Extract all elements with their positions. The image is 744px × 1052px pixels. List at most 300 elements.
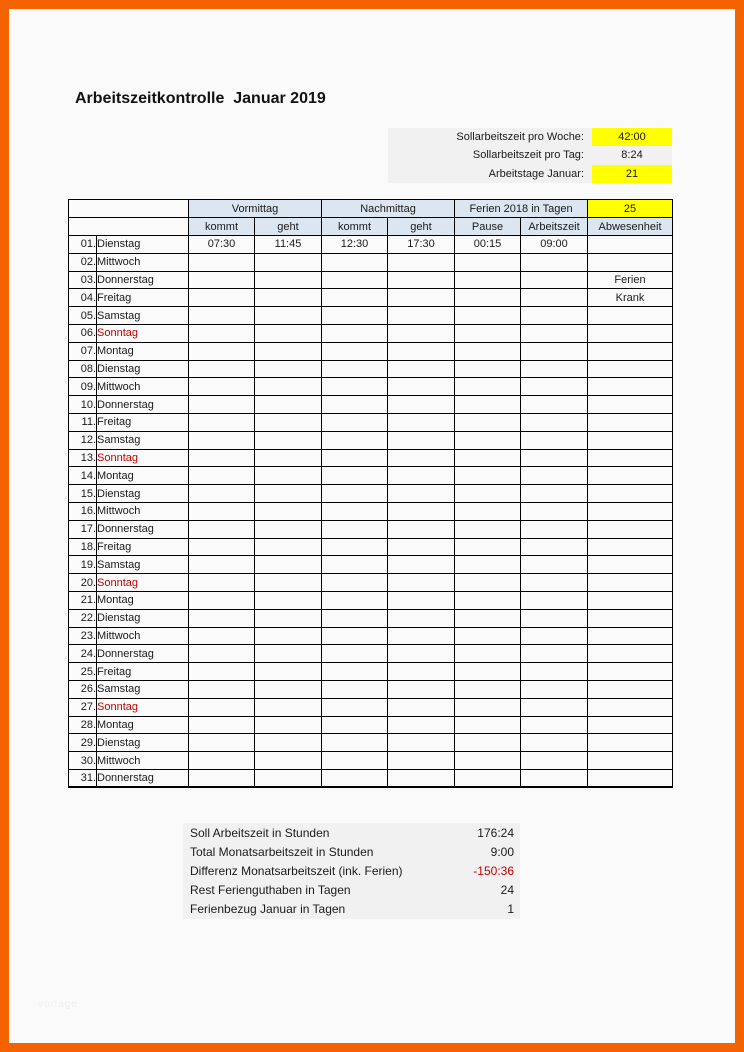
pause-cell[interactable] <box>455 467 521 485</box>
rest-ferienguthaben-label: Rest Ferienguthaben in Tagen <box>190 883 351 898</box>
nachmittag-kommt-cell[interactable] <box>322 680 388 698</box>
day-name-cell: Donnerstag <box>97 769 189 787</box>
nachmittag-geht-cell[interactable] <box>388 449 455 467</box>
table-row <box>69 413 673 431</box>
abwesenheit-cell[interactable] <box>588 307 673 325</box>
nachmittag-geht-cell[interactable] <box>388 538 455 556</box>
pause-cell[interactable] <box>455 769 521 787</box>
abwesenheit-cell[interactable] <box>588 324 673 342</box>
nachmittag-kommt-cell[interactable] <box>322 609 388 627</box>
abwesenheit-cell[interactable] <box>588 431 673 449</box>
vormittag-kommt-cell[interactable] <box>189 449 255 467</box>
nachmittag-kommt-cell[interactable] <box>322 271 388 289</box>
vormittag-kommt-cell[interactable] <box>189 431 255 449</box>
day-number-cell: 09. <box>69 378 97 396</box>
arbeitszeit-cell <box>521 769 588 787</box>
vormittag-geht-cell[interactable] <box>255 752 322 770</box>
summary-row <box>183 823 520 842</box>
day-number-cell: 22. <box>69 609 97 627</box>
arbeitszeit-cell <box>521 360 588 378</box>
abwesenheit-cell[interactable] <box>588 378 673 396</box>
group-header-row <box>69 200 673 218</box>
vormittag-geht-cell[interactable] <box>255 591 322 609</box>
table-row <box>69 627 673 645</box>
arbeitszeit-cell <box>521 680 588 698</box>
pause-cell[interactable] <box>455 680 521 698</box>
pause-cell[interactable] <box>455 663 521 681</box>
nachmittag-geht-cell[interactable]: 17:30 <box>388 236 455 254</box>
abwesenheit-cell[interactable] <box>588 698 673 716</box>
target-day-row <box>388 146 672 164</box>
abwesenheit-cell[interactable] <box>588 716 673 734</box>
vormittag-geht-cell[interactable] <box>255 574 322 592</box>
vormittag-geht-cell[interactable] <box>255 538 322 556</box>
vormittag-kommt-cell[interactable] <box>189 253 255 271</box>
table-row <box>69 538 673 556</box>
summary-row <box>183 881 520 900</box>
arbeitszeit-cell <box>521 574 588 592</box>
abwesenheit-cell[interactable] <box>588 556 673 574</box>
nachmittag-kommt-cell[interactable] <box>322 698 388 716</box>
col-header-arbeitszeit: Arbeitszeit <box>521 218 588 236</box>
day-number-cell: 23. <box>69 627 97 645</box>
day-number-cell: 15. <box>69 485 97 503</box>
nachmittag-geht-cell[interactable] <box>388 663 455 681</box>
nachmittag-kommt-cell[interactable] <box>322 716 388 734</box>
pause-cell[interactable]: 00:15 <box>455 236 521 254</box>
arbeitszeit-cell <box>521 609 588 627</box>
differenz-label: Differenz Monatsarbeitszeit (ink. Ferien) <box>190 864 403 878</box>
pause-cell[interactable] <box>455 538 521 556</box>
vormittag-kommt-cell[interactable] <box>189 769 255 787</box>
nachmittag-geht-cell[interactable] <box>388 271 455 289</box>
pause-cell[interactable] <box>455 502 521 520</box>
nachmittag-kommt-cell[interactable] <box>322 520 388 538</box>
arbeitszeit-cell <box>521 289 588 307</box>
abwesenheit-cell[interactable] <box>588 680 673 698</box>
nachmittag-kommt-cell[interactable] <box>322 413 388 431</box>
nachmittag-kommt-cell[interactable] <box>322 502 388 520</box>
nachmittag-kommt-cell[interactable] <box>322 396 388 414</box>
col-header-vormittag-geht: geht <box>255 218 322 236</box>
arbeitszeit-cell <box>521 502 588 520</box>
col-header-nachmittag-geht: geht <box>388 218 455 236</box>
nachmittag-geht-cell[interactable] <box>388 396 455 414</box>
nachmittag-geht-cell[interactable] <box>388 769 455 787</box>
vormittag-geht-cell[interactable] <box>255 698 322 716</box>
vormittag-kommt-cell[interactable] <box>189 520 255 538</box>
vormittag-kommt-cell[interactable] <box>189 591 255 609</box>
vormittag-geht-cell[interactable] <box>255 253 322 271</box>
arbeitszeit-cell <box>521 413 588 431</box>
vormittag-geht-cell[interactable]: 11:45 <box>255 236 322 254</box>
day-number-cell: 27. <box>69 698 97 716</box>
table-row <box>69 734 673 752</box>
vormittag-geht-cell[interactable] <box>255 431 322 449</box>
vormittag-kommt-cell[interactable] <box>189 680 255 698</box>
arbeitszeit-cell <box>521 663 588 681</box>
vormittag-kommt-cell[interactable] <box>189 289 255 307</box>
pause-cell[interactable] <box>455 645 521 663</box>
table-row <box>69 253 673 271</box>
arbeitszeit-cell <box>521 734 588 752</box>
vormittag-kommt-cell[interactable] <box>189 716 255 734</box>
day-number-cell: 05. <box>69 307 97 325</box>
nachmittag-kommt-cell[interactable] <box>322 485 388 503</box>
vormittag-geht-cell[interactable] <box>255 627 322 645</box>
pause-cell[interactable] <box>455 698 521 716</box>
page-title: Arbeitszeitkontrolle Januar 2019 <box>75 90 326 107</box>
pause-cell[interactable] <box>455 627 521 645</box>
abwesenheit-cell[interactable] <box>588 485 673 503</box>
table-row <box>69 324 673 342</box>
arbeitszeit-cell <box>521 378 588 396</box>
pause-cell[interactable] <box>455 574 521 592</box>
nachmittag-geht-cell[interactable] <box>388 431 455 449</box>
table-row <box>69 663 673 681</box>
ferien-2018-value-cell[interactable]: 25 <box>588 200 673 218</box>
day-name-cell: Sonntag <box>97 574 189 592</box>
vormittag-kommt-cell[interactable]: 07:30 <box>189 236 255 254</box>
workdays-label: Arbeitstage Januar: <box>488 167 584 180</box>
day-name-cell: Freitag <box>97 413 189 431</box>
vormittag-geht-cell[interactable] <box>255 520 322 538</box>
abwesenheit-cell[interactable] <box>588 645 673 663</box>
table-row <box>69 271 673 289</box>
nachmittag-geht-cell[interactable] <box>388 574 455 592</box>
nachmittag-kommt-cell[interactable] <box>322 307 388 325</box>
pause-cell[interactable] <box>455 556 521 574</box>
day-number-cell: 08. <box>69 360 97 378</box>
total-monatsarbeitszeit-label: Total Monatsarbeitszeit in Stunden <box>190 844 374 859</box>
vormittag-kommt-cell[interactable] <box>189 698 255 716</box>
nachmittag-kommt-cell[interactable] <box>322 449 388 467</box>
pause-cell[interactable] <box>455 378 521 396</box>
watermark-text: vorlage <box>38 999 78 1010</box>
vormittag-kommt-cell[interactable] <box>189 360 255 378</box>
nachmittag-kommt-cell[interactable] <box>322 342 388 360</box>
pause-cell[interactable] <box>455 307 521 325</box>
nachmittag-kommt-cell[interactable] <box>322 360 388 378</box>
table-row <box>69 645 673 663</box>
abwesenheit-cell[interactable] <box>588 520 673 538</box>
nachmittag-geht-cell[interactable] <box>388 520 455 538</box>
table-row <box>69 378 673 396</box>
nachmittag-geht-cell[interactable] <box>388 752 455 770</box>
day-name-cell: Sonntag <box>97 698 189 716</box>
day-name-cell: Freitag <box>97 538 189 556</box>
vormittag-kommt-cell[interactable] <box>189 271 255 289</box>
nachmittag-geht-cell[interactable] <box>388 360 455 378</box>
day-name-cell: Dienstag <box>97 485 189 503</box>
vormittag-kommt-cell[interactable] <box>189 485 255 503</box>
abwesenheit-cell[interactable] <box>588 253 673 271</box>
abwesenheit-cell[interactable] <box>588 236 673 254</box>
nachmittag-geht-cell[interactable] <box>388 324 455 342</box>
day-number-cell: 16. <box>69 502 97 520</box>
nachmittag-geht-cell[interactable] <box>388 609 455 627</box>
day-number-cell: 31. <box>69 769 97 787</box>
summary-row <box>183 842 520 861</box>
day-name-cell: Freitag <box>97 289 189 307</box>
nachmittag-kommt-cell[interactable] <box>322 752 388 770</box>
ferien-2018-label-cell: Ferien 2018 in Tagen <box>455 200 588 218</box>
nachmittag-kommt-cell[interactable] <box>322 591 388 609</box>
pause-cell[interactable] <box>455 431 521 449</box>
pause-cell[interactable] <box>455 591 521 609</box>
vormittag-kommt-cell[interactable] <box>189 734 255 752</box>
nachmittag-geht-cell[interactable] <box>388 502 455 520</box>
day-name-cell: Mittwoch <box>97 502 189 520</box>
day-name-cell: Donnerstag <box>97 396 189 414</box>
vormittag-kommt-cell[interactable] <box>189 502 255 520</box>
vormittag-geht-cell[interactable] <box>255 449 322 467</box>
nachmittag-geht-cell[interactable] <box>388 378 455 396</box>
table-row <box>69 591 673 609</box>
nachmittag-kommt-cell[interactable] <box>322 627 388 645</box>
abwesenheit-cell[interactable] <box>588 574 673 592</box>
arbeitszeit-cell <box>521 698 588 716</box>
vormittag-kommt-cell[interactable] <box>189 378 255 396</box>
nachmittag-geht-cell[interactable] <box>388 289 455 307</box>
vormittag-geht-cell[interactable] <box>255 378 322 396</box>
vormittag-geht-cell[interactable] <box>255 342 322 360</box>
target-week-row <box>388 128 672 146</box>
abwesenheit-cell[interactable] <box>588 502 673 520</box>
pause-cell[interactable] <box>455 271 521 289</box>
target-week-value-cell[interactable]: 42:00 <box>592 128 672 146</box>
abwesenheit-cell[interactable] <box>588 538 673 556</box>
nachmittag-geht-cell[interactable] <box>388 253 455 271</box>
soll-arbeitszeit-value: 176:24 <box>477 825 514 840</box>
day-name-cell: Mittwoch <box>97 253 189 271</box>
pause-cell[interactable] <box>455 289 521 307</box>
table-row <box>69 360 673 378</box>
vormittag-geht-cell[interactable] <box>255 769 322 787</box>
day-name-cell: Montag <box>97 716 189 734</box>
pause-cell[interactable] <box>455 449 521 467</box>
target-day-label: Sollarbeitszeit pro Tag: <box>472 149 584 162</box>
nachmittag-geht-cell[interactable] <box>388 342 455 360</box>
day-number-cell: 19. <box>69 556 97 574</box>
vormittag-kommt-cell[interactable] <box>189 752 255 770</box>
pause-cell[interactable] <box>455 342 521 360</box>
day-number-cell: 13. <box>69 449 97 467</box>
vormittag-kommt-cell[interactable] <box>189 538 255 556</box>
target-week-label: Sollarbeitszeit pro Woche: <box>456 131 584 144</box>
nachmittag-geht-cell[interactable] <box>388 307 455 325</box>
vormittag-geht-cell[interactable] <box>255 360 322 378</box>
day-number-cell: 01. <box>69 236 97 254</box>
table-row <box>69 342 673 360</box>
pause-cell[interactable] <box>455 520 521 538</box>
day-number-cell: 28. <box>69 716 97 734</box>
vormittag-geht-cell[interactable] <box>255 467 322 485</box>
table-row <box>69 556 673 574</box>
nachmittag-geht-cell[interactable] <box>388 680 455 698</box>
day-number-cell: 04. <box>69 289 97 307</box>
nachmittag-geht-cell[interactable] <box>388 556 455 574</box>
pause-cell[interactable] <box>455 609 521 627</box>
nachmittag-kommt-cell[interactable] <box>322 431 388 449</box>
table-row <box>69 680 673 698</box>
nachmittag-geht-cell[interactable] <box>388 591 455 609</box>
pause-cell[interactable] <box>455 360 521 378</box>
vormittag-kommt-cell[interactable] <box>189 307 255 325</box>
nachmittag-kommt-cell[interactable] <box>322 734 388 752</box>
pause-cell[interactable] <box>455 253 521 271</box>
day-name-cell: Donnerstag <box>97 645 189 663</box>
nachmittag-kommt-cell[interactable] <box>322 467 388 485</box>
vormittag-kommt-cell[interactable] <box>189 645 255 663</box>
abwesenheit-cell[interactable] <box>588 609 673 627</box>
vormittag-kommt-cell[interactable] <box>189 413 255 431</box>
abwesenheit-cell[interactable] <box>588 627 673 645</box>
table-row <box>69 609 673 627</box>
day-name-cell: Samstag <box>97 431 189 449</box>
vormittag-geht-cell[interactable] <box>255 645 322 663</box>
abwesenheit-cell[interactable] <box>588 752 673 770</box>
table-row <box>69 574 673 592</box>
abwesenheit-cell[interactable] <box>588 769 673 787</box>
vormittag-kommt-cell[interactable] <box>189 324 255 342</box>
nachmittag-geht-cell[interactable] <box>388 645 455 663</box>
vormittag-geht-cell[interactable] <box>255 663 322 681</box>
workdays-value-cell[interactable]: 21 <box>592 165 672 183</box>
nachmittag-geht-cell[interactable] <box>388 627 455 645</box>
vormittag-geht-cell[interactable] <box>255 556 322 574</box>
day-name-cell: Montag <box>97 467 189 485</box>
vormittag-geht-cell[interactable] <box>255 271 322 289</box>
arbeitszeit-cell <box>521 591 588 609</box>
summary-row <box>183 900 520 919</box>
nachmittag-geht-cell[interactable] <box>388 485 455 503</box>
vormittag-geht-cell[interactable] <box>255 734 322 752</box>
day-name-cell: Mittwoch <box>97 752 189 770</box>
day-name-cell: Dienstag <box>97 236 189 254</box>
pause-cell[interactable] <box>455 752 521 770</box>
vormittag-kommt-cell[interactable] <box>189 574 255 592</box>
target-day-value-cell: 8:24 <box>621 149 643 162</box>
abwesenheit-cell[interactable] <box>588 396 673 414</box>
col-header-pause: Pause <box>455 218 521 236</box>
table-row <box>69 752 673 770</box>
day-name-cell: Sonntag <box>97 449 189 467</box>
pause-cell[interactable] <box>455 716 521 734</box>
day-name-cell: Dienstag <box>97 734 189 752</box>
timesheet-table <box>68 199 673 788</box>
abwesenheit-cell[interactable] <box>588 591 673 609</box>
pause-cell[interactable] <box>455 734 521 752</box>
pause-cell[interactable] <box>455 324 521 342</box>
abwesenheit-cell[interactable]: Ferien <box>588 271 673 289</box>
timesheet-body <box>69 236 673 788</box>
nachmittag-kommt-cell[interactable] <box>322 574 388 592</box>
vormittag-kommt-cell[interactable] <box>189 556 255 574</box>
day-number-cell: 10. <box>69 396 97 414</box>
vormittag-kommt-cell[interactable] <box>189 609 255 627</box>
abwesenheit-cell[interactable] <box>588 449 673 467</box>
vormittag-geht-cell[interactable] <box>255 307 322 325</box>
vormittag-geht-cell[interactable] <box>255 502 322 520</box>
arbeitszeit-cell <box>521 520 588 538</box>
nachmittag-geht-cell[interactable] <box>388 413 455 431</box>
abwesenheit-cell[interactable] <box>588 467 673 485</box>
summary-row <box>183 861 520 880</box>
nachmittag-kommt-cell[interactable] <box>322 769 388 787</box>
arbeitszeit-cell <box>521 538 588 556</box>
vormittag-geht-cell[interactable] <box>255 609 322 627</box>
nachmittag-geht-cell[interactable] <box>388 716 455 734</box>
nachmittag-kommt-cell[interactable] <box>322 378 388 396</box>
nachmittag-kommt-cell[interactable]: 12:30 <box>322 236 388 254</box>
soll-arbeitszeit-label: Soll Arbeitszeit in Stunden <box>190 825 330 840</box>
vormittag-kommt-cell[interactable] <box>189 342 255 360</box>
vormittag-kommt-cell[interactable] <box>189 396 255 414</box>
vormittag-geht-cell[interactable] <box>255 680 322 698</box>
col-header-abwesenheit: Abwesenheit <box>588 218 673 236</box>
day-number-cell: 11. <box>69 413 97 431</box>
vormittag-kommt-cell[interactable] <box>189 467 255 485</box>
nachmittag-kommt-cell[interactable] <box>322 556 388 574</box>
vormittag-kommt-cell[interactable] <box>189 627 255 645</box>
differenz-value: -150:36 <box>473 864 514 878</box>
month-summary-panel <box>183 823 520 919</box>
vormittag-geht-cell[interactable] <box>255 289 322 307</box>
nachmittag-geht-cell[interactable] <box>388 734 455 752</box>
table-row <box>69 431 673 449</box>
nachmittag-kommt-cell[interactable] <box>322 663 388 681</box>
nachmittag-geht-cell[interactable] <box>388 698 455 716</box>
vormittag-geht-cell[interactable] <box>255 396 322 414</box>
header-spacer <box>69 218 189 236</box>
day-number-cell: 29. <box>69 734 97 752</box>
pause-cell[interactable] <box>455 396 521 414</box>
vormittag-geht-cell[interactable] <box>255 413 322 431</box>
nachmittag-kommt-cell[interactable] <box>322 289 388 307</box>
nachmittag-kommt-cell[interactable] <box>322 324 388 342</box>
abwesenheit-cell[interactable] <box>588 342 673 360</box>
pause-cell[interactable] <box>455 485 521 503</box>
vormittag-kommt-cell[interactable] <box>189 663 255 681</box>
nachmittag-geht-cell[interactable] <box>388 467 455 485</box>
vormittag-geht-cell[interactable] <box>255 324 322 342</box>
table-row <box>69 289 673 307</box>
day-name-cell: Samstag <box>97 307 189 325</box>
column-header-row <box>69 218 673 236</box>
day-name-cell: Freitag <box>97 663 189 681</box>
vormittag-geht-cell[interactable] <box>255 485 322 503</box>
pause-cell[interactable] <box>455 413 521 431</box>
nachmittag-kommt-cell[interactable] <box>322 253 388 271</box>
abwesenheit-cell[interactable] <box>588 413 673 431</box>
abwesenheit-cell[interactable]: Krank <box>588 289 673 307</box>
nachmittag-kommt-cell[interactable] <box>322 538 388 556</box>
abwesenheit-cell[interactable] <box>588 734 673 752</box>
abwesenheit-cell[interactable] <box>588 360 673 378</box>
arbeitszeit-cell: 09:00 <box>521 236 588 254</box>
arbeitszeit-cell <box>521 271 588 289</box>
vormittag-geht-cell[interactable] <box>255 716 322 734</box>
abwesenheit-cell[interactable] <box>588 663 673 681</box>
day-name-cell: Mittwoch <box>97 378 189 396</box>
header-spacer <box>69 200 189 218</box>
day-name-cell: Donnerstag <box>97 271 189 289</box>
table-row <box>69 467 673 485</box>
nachmittag-kommt-cell[interactable] <box>322 645 388 663</box>
day-number-cell: 18. <box>69 538 97 556</box>
day-number-cell: 17. <box>69 520 97 538</box>
